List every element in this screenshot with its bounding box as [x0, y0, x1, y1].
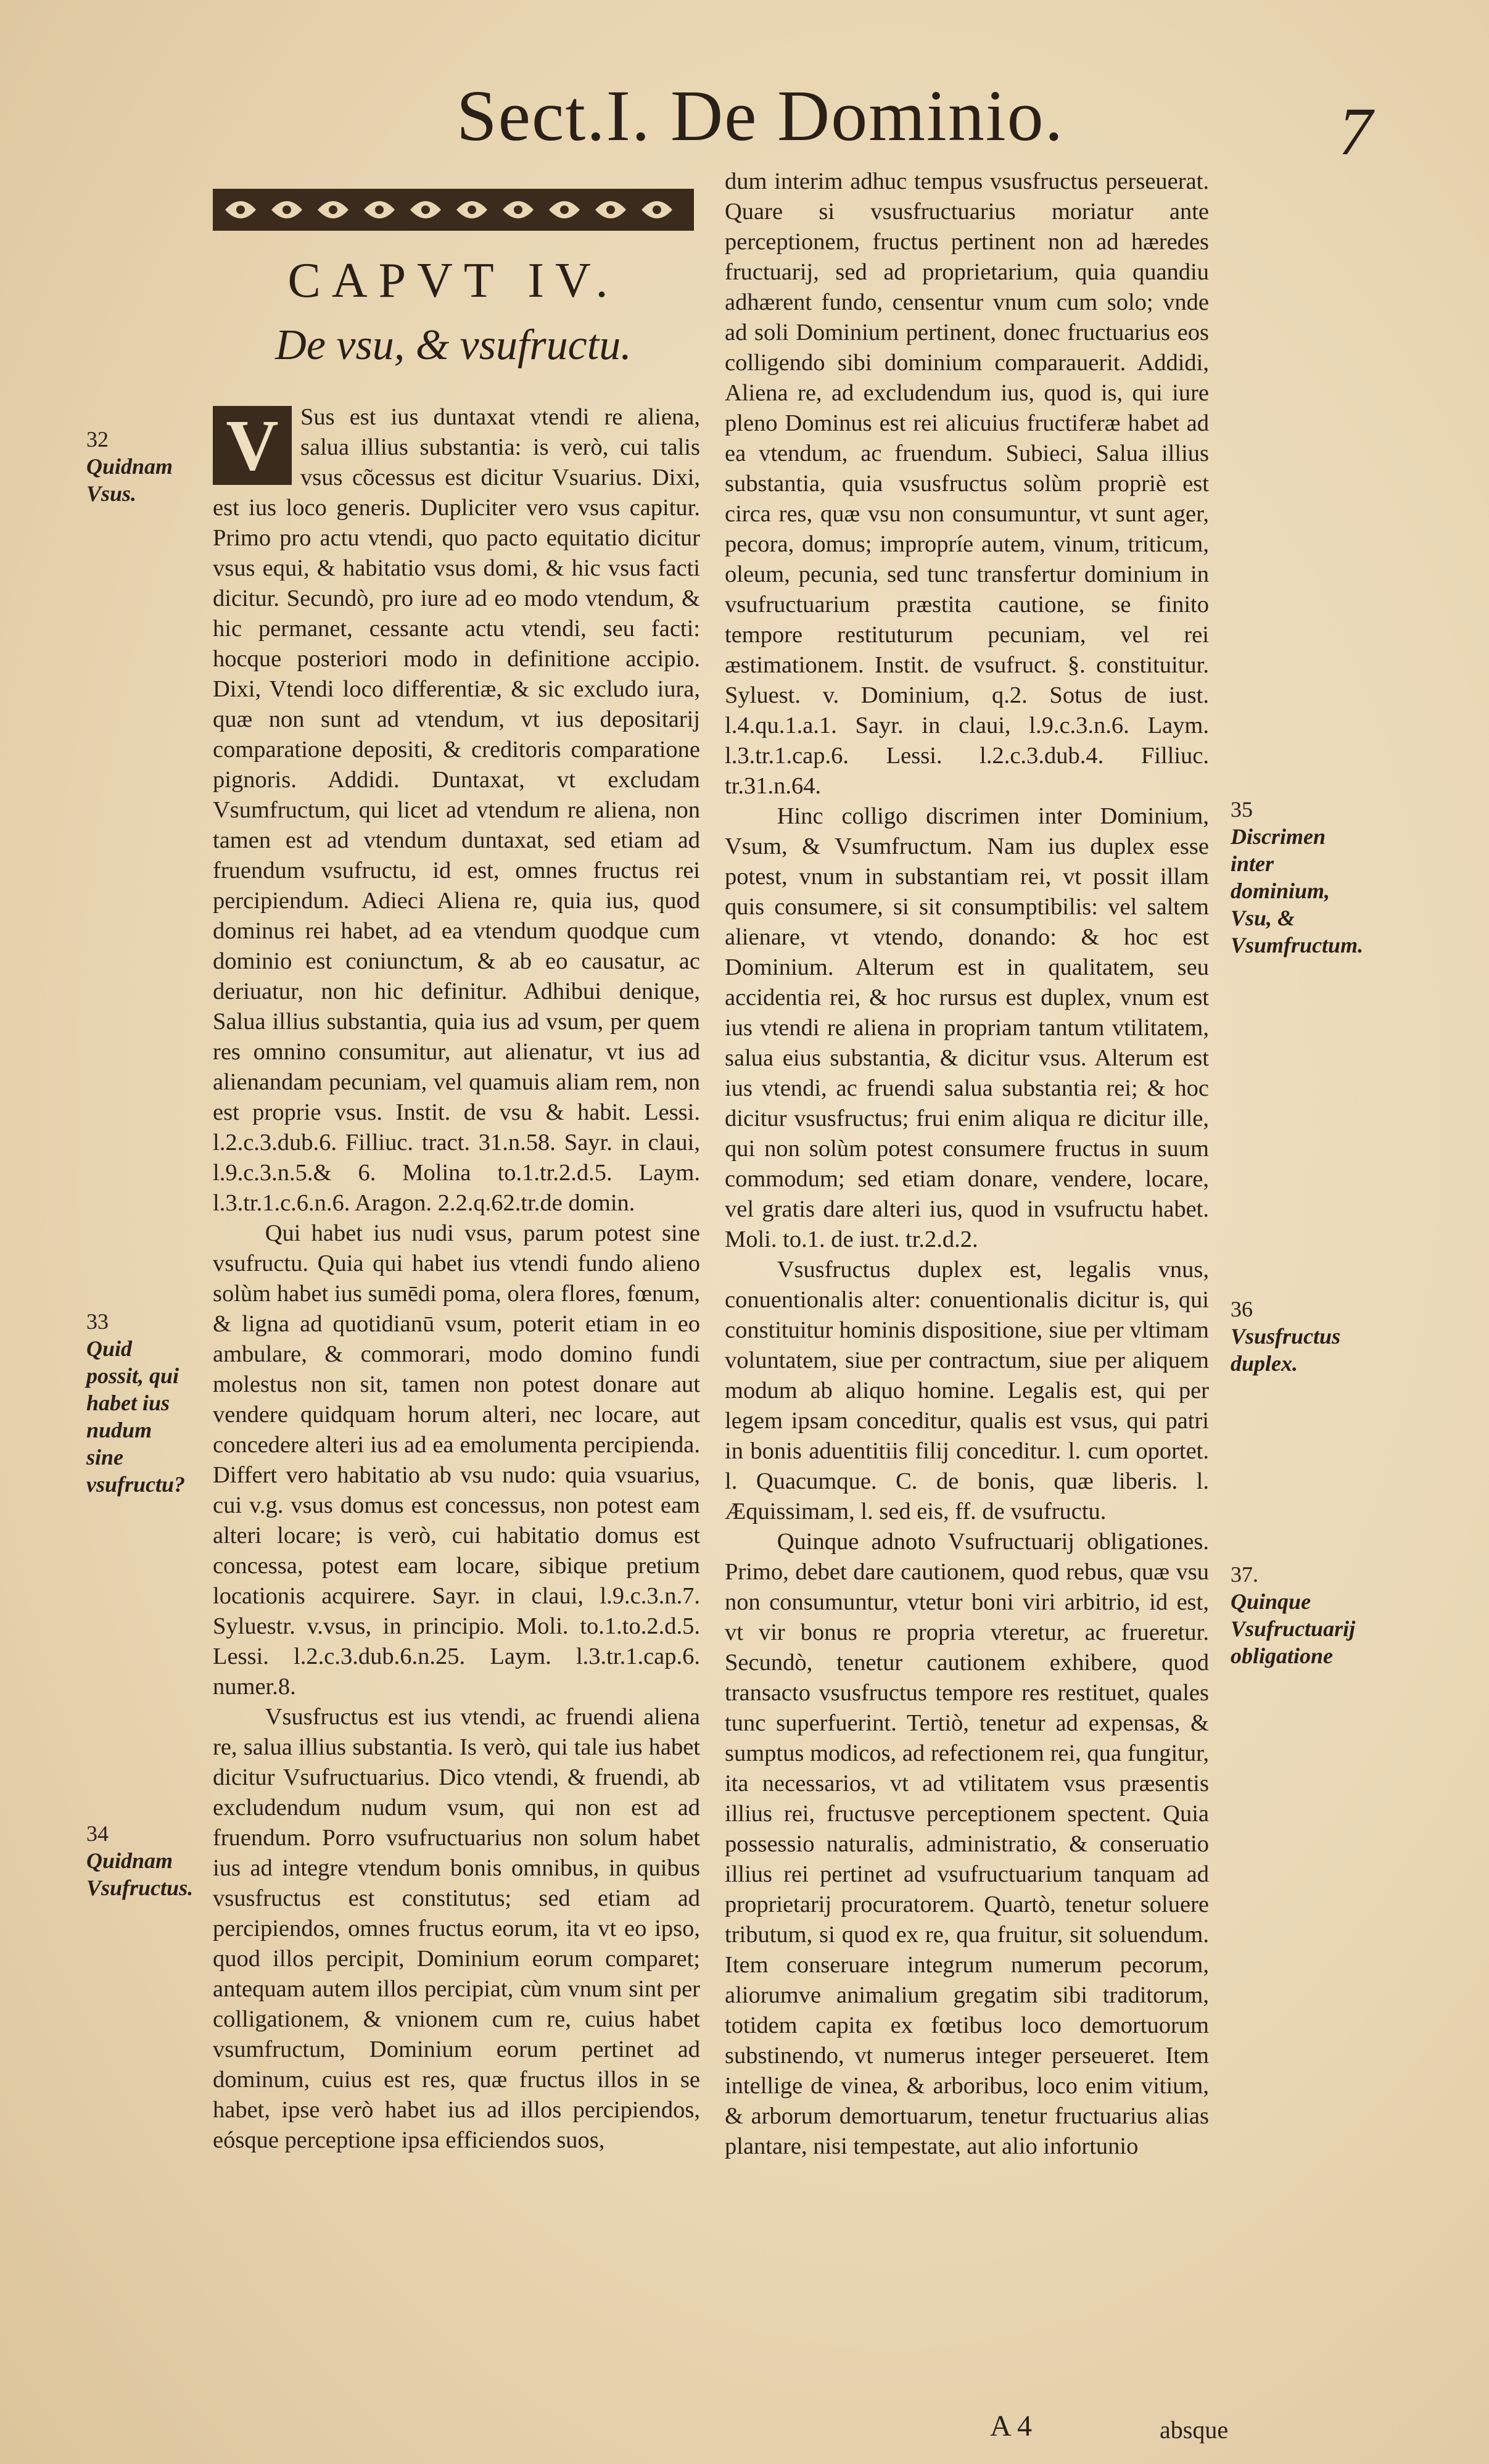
paragraph-discrimen: Hinc colligo discrimen inter Dominium, Vsum, & Vsumfructum. Nam ius duplex esse potest, vnum in substantiam rei, vt possit illam quis consumere, si sit consumptibilis: vel saltem alienare, vt vtendo, donando: & hoc est Dominium. Alterum est in qualitatem, seu accidentia rei, & hoc rursus est duplex, vnum est ius vtendi re aliena in propriam tantum vtilitatem, salua eius substantia, & dicitur vsus. Alterum est ius vtendi, ac fruendi salua substantia rei; & hoc dicitur vsusfructus; frui enim aliqua re dicitur ille, qui non solùm potest consumere fructus in suum commodum; sed etiam donare, vendere, locare, vel gratis dare alteri ius, quod in vsufructu habet. Moli. to.1. de iust. tr.2.d.2.: [725, 803, 1209, 1252]
margin-note-number: 32: [86, 427, 109, 452]
margin-note-text: Quid possit, qui habet ius nudum sine vsufructu?: [86, 1336, 186, 1497]
margin-note-number: 36: [1231, 1297, 1253, 1321]
signature-mark: A 4: [990, 2410, 1033, 2442]
dropcap-letter: V: [213, 406, 292, 485]
margin-note-number: 33: [86, 1309, 109, 1334]
margin-note-35: [1231, 796, 1364, 959]
margin-note-text: Quidnam Vsus.: [86, 454, 173, 506]
margin-note-37: [1231, 1561, 1354, 1669]
margin-note-number: 37.: [1231, 1562, 1258, 1587]
paragraph-continuation: dum interim adhuc tempus vsusfructus perseuerat. Quare si vsusfructuarius moriatur ante perceptionem, fructus pertinent non ad hæredes fructuarij, sed ad proprietarium, quia quandiu adhærent fundo, censentur vnum cum solo; vnde ad soli Dominium pertinent, donec fructuarius eos colligendo sibi dominium comparauerit. Addidi, Aliena re, ad excludendum ius, quod is, qui iure pleno Dominus est rei alicuius fructiferæ habet ad ea vtendum, ac fruendum. Subieci, Salua illius substantia, quia vsusfructus solùm propriè est circa res, quæ vsu non consumuntur, vt sunt ager, pecora, domus; impropríe autem, vinum, triticum, oleum, pecunia, sed tunc transfertur dominium in vsufructuarium præstita cautione, se finito tempore restituturum pecuniam, vel rei æstimationem. Instit. de vsufruct. §. constituitur. Syluest. v. Dominium, q.2. Sotus de iust. l.4.qu.1.a.1. Sayr. in claui, l.9.c.3.n.6. Laym. l.3.tr.1.cap.6. Lessi. l.2.c.3.dub.4. Filliuc. tr.31.n.64.: [725, 168, 1209, 799]
margin-note-text: Quinque Vsufructuarij obligatione: [1231, 1589, 1356, 1668]
margin-note-text: Vsusfructus duplex.: [1231, 1324, 1341, 1376]
ornament-band-icon: [213, 185, 694, 234]
margin-note-number: 35: [1231, 797, 1253, 822]
paragraph-obligationes: Quinque adnoto Vsufructuarij obligationes. Primo, debet dare cautionem, quod rebus, quæ vsu non consumuntur, vtetur boni viri arbitrio, id est, vt vir bonus re propria vteretur, ac frueretur. Secundò, tenetur cautionem exhibere, quod transacto vsusfructus tempore res restituet, quales tunc superfuerint. Tertiò, tenetur ad expensas, & sumptus modicos, ad refectionem rei, qua fungitur, ita necessarios, vt ad vtilitatem vsus præsentis illius rei, fructusve perceptionem spectent. Quia possessio naturalis, administratio, & conseruatio illius rei pertinet ad vsufructuarium tanquam ad proprietarij procuratorem. Quartò, tenetur soluere tributum, si quod ex re, qua fruitur, sit soluendum. Item conseruare integrum numerum pecorum, aliorumve animalium gregatim sibi traditorum, totidem capita ex fœtibus loco demortuorum substinendo, vt numerus integer perseueret. Item intellige de vinea, & arboribus, loco enim vitium, & arborum demortuarum, tenetur fructuarius alias plantare, nisi tempestate, aut alio infortunio: [725, 1529, 1209, 2159]
left-text-column: [213, 402, 700, 2413]
paragraph-nudus-usus: Qui habet ius nudi vsus, parum potest sine vsufructu. Quia qui habet ius vtendi fundo alieno solùm habet ius sumēdi poma, olera flores, fœnum, & ligna ad quotidianū vsum, poterit etiam in eo ambulare, & commorari, modo domino fundi molestus non sit, tamen non potest donare aut vendere quidquam horum alteri, nec locare, aut concedere alteri ius ad ea emolumenta percipienda. Differt vero habitatio ab vsu nudo: quia vsuarius, cui v.g. vsus domus est concessus, non potest eam alteri locare; is verò, cui habitatio domus est concessa, potest eam locare, sibique pretium locationis acquirere. Sayr. in claui, l.9.c.3.n.7. Syluestr. v.vsus, in principio. Moli. to.1.to.2.d.5. Lessi. l.2.c.3.dub.6.n.25. Laym. l.3.tr.1.cap.6. numer.8.: [213, 1220, 700, 1700]
margin-note-34: [86, 1820, 194, 1901]
margin-note-number: 34: [86, 1821, 109, 1846]
catchword: absque: [1160, 2416, 1229, 2444]
margin-note-32: [86, 426, 194, 507]
right-text-column: [725, 167, 1209, 2443]
margin-note-text: Discrimen inter dominium, Vsu, & Vsumfructum.: [1231, 824, 1364, 957]
paragraph-text: Sus est ius duntaxat vtendi re aliena, salua illius substantia: is verò, cui talis vsus cõcessus est dicitur Vsuarius. Dixi, est ius loco generis. Dupliciter vero vsus capitur. Primo pro actu vtendi, quo pacto equitatio dicitur vsus equi, & habitatio vsus domi, & hic vsus facti dicitur. Secundò, pro iure ad eo modo vtendum, & hic permanet, cessante actu vtendi, seu facti: hocque posteriori modo in definitione accipio. Dixi, Vtendi loco differentiæ, & sic excludo iura, quæ non sunt ad vtendum, vt ius depositarij comparatione depositi, & creditoris comparatione pignoris. Addidi. Duntaxat, vt excludam Vsumfructum, qui licet ad vtendum re aliena, non tamen est ad vtendum duntaxat, sed etiam ad fruendum vsufructu, id est, omnes fructus rei percipiendum. Adieci Aliena re, quia ius, quod dominus rei habet, ad ea vtendum quodque cum dominio est coniunctum, & ab eo causatur, ac deriuatur, non hic definitur. Adhibui denique, Salua illius substantia, quia ius ad vsum, per quem res omnino consumitur, aut alienatur, vt ius ad alienandam pecuniam, vel quamuis aliam rem, non est proprie vsus. Instit. de vsu & habit. Lessi. l.2.c.3.dub.6. Filliuc. tract. 31.n.58. Sayr. in claui, l.9.c.3.n.5.& 6. Molina to.1.tr.2.d.5. Laym. l.3.tr.1.c.6.n.6. Aragon. 2.2.q.62.tr.de domin.: [213, 404, 700, 1216]
paragraph-ususfructus-duplex: Vsusfructus duplex est, legalis vnus, conuentionalis alter: conuentionalis dicitur is, qui constituitur hominis dispositione, siue per vltimam voluntatem, siue per contractum, siue per aliquem modum ab aliquo homine. Legalis est, qui per legem ipsam conceditur, qualis est vsus, qui patri in bonis aduentitiis filij conceditur. l. cum oportet. l. Quacumque. C. de bonis, quæ liberis. l. Æquissimam, l. sed eis, ff. de vsufructu.: [725, 1257, 1209, 1524]
paragraph-ususfructus-definition: Vsusfructus est ius vtendi, ac fruendi aliena re, salua illius substantia. Is verò, qui tale ius habet dicitur Vsufructuarius. Dico vtendi, & fruendi, ab excludendum nudum vsum, qui non est ad fruendum. Porro vsufructuarius non solum habet ius ad integre vtendum bonis omnibus, in quibus vsusfructus est constitutus; sed etiam ad percipiendos, omnes fructus eorum, ita vt eo ipso, quod illos percipit, Dominium eorum comparet; antequam autem illos percipiat, cùm vnum sint per colligationem, & vnionem cum re, cuius habet vsumfructum, Dominium eorum pertinet ad dominum, cuius est res, quæ fructus illos in se habet, ipse verò habet ius ad illos percipiendos, eósque perceptione ipsa efficiendos suos,: [213, 1704, 700, 2153]
margin-note-text: Quidnam Vsufructus.: [86, 1848, 194, 1900]
page-number: 7: [1338, 94, 1372, 169]
chapter-subtitle: De vsu, & vsufructu.: [275, 321, 632, 369]
margin-note-36: [1231, 1296, 1354, 1377]
chapter-title: CAPVT IV.: [287, 254, 619, 308]
paragraph-usus-definition: [213, 402, 700, 1218]
margin-note-33: [86, 1308, 194, 1498]
running-title: Sect.I. De Dominio.: [456, 75, 1065, 156]
